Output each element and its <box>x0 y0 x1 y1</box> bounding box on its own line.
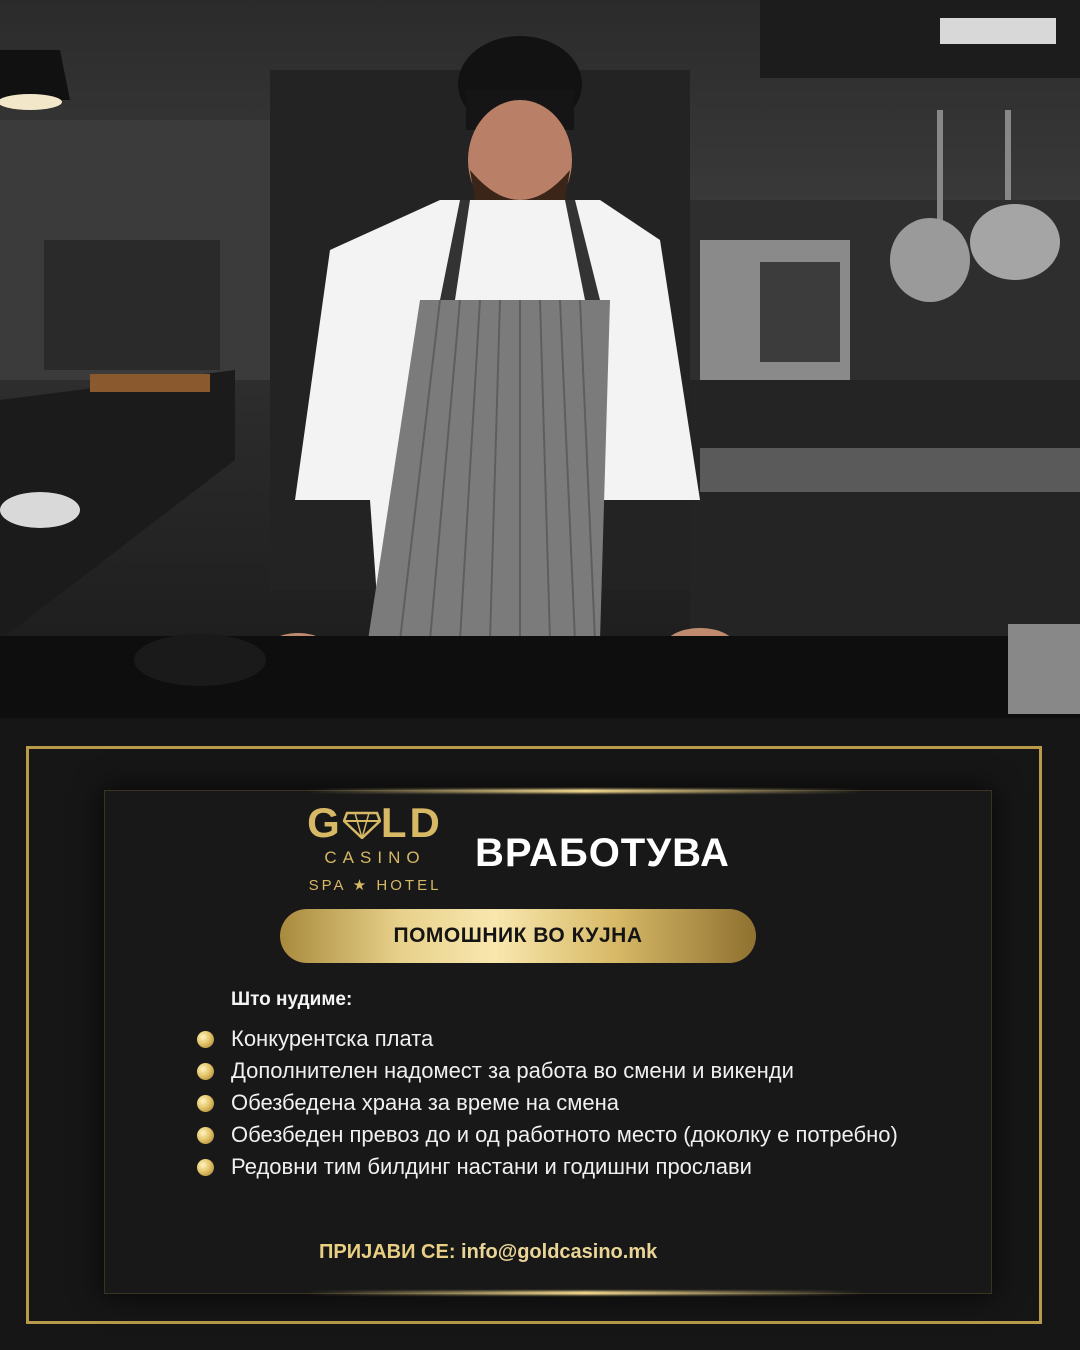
offers-title: Што нудиме: <box>231 989 353 1010</box>
headline: ВРАБОТУВА <box>475 831 730 875</box>
position-badge <box>280 909 756 963</box>
offer-item: Конкурентска плата <box>195 1023 915 1055</box>
gold-glow-top <box>305 789 865 793</box>
bullet-icon <box>197 1127 214 1144</box>
offers-list <box>195 1023 915 1183</box>
bullet-icon <box>197 1063 214 1080</box>
job-card <box>104 790 992 1294</box>
bullet-icon <box>197 1031 214 1048</box>
offer-item: Обезбеден превоз до и од работното место (доколку е потребно) <box>195 1119 915 1151</box>
offer-item: Редовни тим билдинг настани и годишни прослави <box>195 1151 915 1183</box>
bullet-icon <box>197 1095 214 1112</box>
apply-email-link[interactable]: info@goldcasino.mk <box>461 1241 658 1263</box>
diamond-icon <box>343 811 381 839</box>
apply-label: ПРИЈАВИ СЕ: <box>319 1241 456 1263</box>
gold-glow-bottom <box>305 1291 865 1295</box>
logo-casino: CASINO <box>324 848 426 867</box>
logo-spa-hotel: SPA ★ HOTEL <box>308 877 442 894</box>
gold-casino-logo <box>305 801 445 897</box>
offer-item: Обезбедена храна за време на смена <box>195 1087 915 1119</box>
bullet-icon <box>197 1159 214 1176</box>
job-ad-panel <box>0 718 1080 1350</box>
position-title: ПОМОШНИК ВО КУЈНА <box>393 924 643 947</box>
offer-item: Дополнителен надомест за работа во смени и викенди <box>195 1055 915 1087</box>
logo-wordmark: G LD <box>307 799 443 846</box>
apply-line <box>319 1241 657 1264</box>
